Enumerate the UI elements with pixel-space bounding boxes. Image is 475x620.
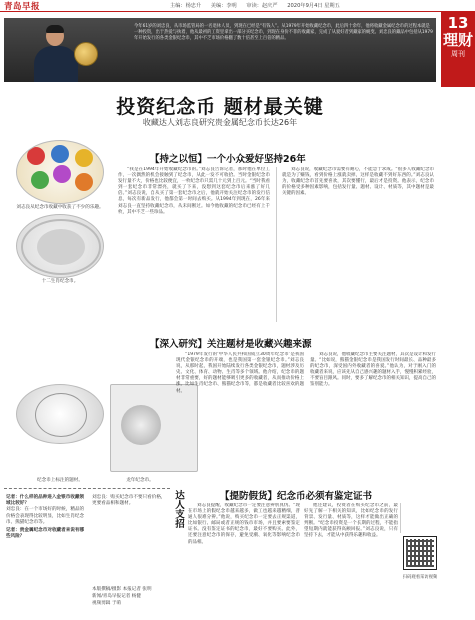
page-headline: 投资纪念币 题材最关键 xyxy=(116,96,324,118)
hero-photo xyxy=(4,18,436,82)
photo-column xyxy=(16,140,104,287)
section-3-column-a xyxy=(188,503,300,617)
meta-date: 2020年9月4日 星期五 xyxy=(287,3,340,9)
interview-col-1 xyxy=(6,495,88,540)
credit-video: 视频剪辑 于萌 xyxy=(92,601,122,606)
interview-credits xyxy=(92,586,152,607)
masthead-meta xyxy=(170,2,348,9)
interview-a2: 刘忠良：购买纪念币不要只看价格，更要看品相和题材。 xyxy=(92,495,166,507)
masthead xyxy=(0,0,475,12)
section-name: 理财 xyxy=(442,31,473,49)
interview-a1: 刘忠良：在一个市场好的时候，精品的价格会表现得比较明显，比如生肖纪念币、熊猫纪念币等。 xyxy=(6,507,85,525)
section-3-text-a: 刘志良提醒，收藏纪念币一定要注意辨别真伪。“现在市场上的假纪念币越来越多，做工也越来越精细，普通人很难分辨。”他说，购买纪念币一定要去正规渠道，比如银行、邮局或者正规的钱币市场，并且要索要鉴定证书。没有鉴定证书的纪念币，最好不要购买。此外，还要注意纪念币的保存，避免受潮、氧化等影响纪念币的品相。 xyxy=(188,503,300,545)
interview-q1: 记者：什么样的品种进入金银币收藏领域比较好？ xyxy=(6,495,85,507)
section-tab xyxy=(441,12,475,87)
credit-editor: 新闻/青岛早报记者 杨健 xyxy=(92,594,141,599)
photo-column-lower xyxy=(16,384,104,444)
column-divider xyxy=(276,167,277,322)
interview-q2: 记者：贵金属纪念币对收藏者来说有哪些风险？ xyxy=(6,528,85,540)
section-2-text-b: 刘志良说，他收藏纪念币主要关注题材，其次是设计和发行量。“比如说，熊猫金银纪念币是我国发行时间最长、品种最多的纪念币，深受国内外收藏者的喜爱。”他认为，对于刚入门的收藏者来说，应该先从自己感兴趣的题材入手，慢慢积累经验，不要盲目跟风。同时，要多了解纪念币的相关知识，提高自己的鉴别能力。 xyxy=(310,352,436,388)
section-heading-1: 【持之以恒】一个小众爱好坚持26年 xyxy=(150,154,306,165)
photo-caption-4: 龙年纪念币。 xyxy=(126,478,154,483)
column-divider xyxy=(400,503,401,533)
photo-caption-3: 纪念币上标注的题材。 xyxy=(37,478,83,483)
coin-icon xyxy=(74,42,98,66)
hero-intro-text: 今年61岁的刘忠良，从市场监管局的一名退休人员，到现在已经是“有钱人”。从1979年开始收藏纪念币，此后四十余年，他将收藏金属纪念币的过程本就是一种投资，出于热爱与执着，他从最初的工资里拿出一部分买纪念币，到现在身价不菲的收藏家，完成了从爱好者到藏家的蜕变。刘忠良的藏品中包括从1979年开始发行的各类金银纪念币，其中不乏市场价格翻了数十倍甚至上百倍的精品。 xyxy=(134,24,433,42)
meta-designer: 美编：李明 xyxy=(210,3,237,9)
logo-text: 青岛早报 xyxy=(4,2,41,12)
section-1-column-b xyxy=(282,167,434,322)
qr-caption: 扫码观看采访视频 xyxy=(402,575,438,580)
section-2-text-a: “1979年发行的‘中华人民共和国成立30周年纪念币’是我国现代金银纪念币的开端，也是我国第一套金银纪念币。”刘志良说，从那时起，我国开始陆续发行各类金银纪念币，题材涉及历史、文化、体育、动物、生肖等多个领域。他介绍，纪念币的题材非常重要，好的题材能够吸引更多的收藏者，从而推动价格上涨。比如生肖纪念币、熊猫纪念币等，都是收藏者比较喜欢的题材。 xyxy=(176,352,304,394)
interview-col-2 xyxy=(92,495,168,507)
qr-code[interactable] xyxy=(403,536,437,570)
section-heading-3: 【提防假货】纪念币必须有鉴定证书 xyxy=(220,491,373,502)
newspaper-logo xyxy=(4,1,62,11)
section-1-column-a xyxy=(118,167,270,322)
section-heading-2: 【深入研究】关注题材是收藏兴趣来源 xyxy=(150,339,312,350)
section-1-text-a: “我是在1994年开始收藏纪念币的。”刘志良告诉记者，那时他在单位工作，一次偶然的机会接触到了纪念币，从此一发不可收拾。当时金银纪念币发行量不大，价格也比较便宜，一枚纪念币只需几十元到上百元。“当时我看到一套纪念币非常漂亮，就买了下来，没想到这套纪念币后来涨了好几倍。”刘志良说，自从买了第一套纪念币之后，他就开始关注纪念币的发行信息，每次有新品发行，他都会第一时间去购买。从1994年到现在，26年来刘志良一直坚持收藏纪念币，从未间断过。如今他收藏的纪念币已经有上千枚，其中不乏一些珍品。 xyxy=(118,167,270,215)
section-3-text-b: 他还建议，投资者在购买纪念币之前，最好先了解一下相关的知识，比如纪念币的发行背景、发行量、材质等，这样才能做出正确的判断。“纪念币投资是一个长期的过程，不能指望短期内就能获得高额回报。”刘志良说，只有坚持下去，才能从中获得乐趣和收益。 xyxy=(304,503,398,539)
photo-column-lower-2 xyxy=(110,384,170,472)
section-2-column-a xyxy=(176,352,304,480)
interview-title: 达人支招 xyxy=(173,490,184,528)
photo-caption-2: 十二生肖纪念币。 xyxy=(41,278,79,284)
meta-reviewer: 审读：赵庆严 xyxy=(246,3,278,9)
page-number: 13 xyxy=(447,14,469,32)
section-3-column-b xyxy=(304,503,398,617)
meta-editor: 主编：杨忠升 xyxy=(170,3,202,9)
interview-box xyxy=(4,488,170,616)
coin-photo-1 xyxy=(16,140,104,204)
page-subheadline: 收藏达人刘志良研究贵金属纪念币长达26年 xyxy=(142,118,298,127)
credit-author: 本版撰稿/摄影 本报记者 张明 xyxy=(92,587,152,592)
coin-photo-3 xyxy=(16,384,104,444)
section-1-text-b: 刘志良说，收藏纪念币需要有耐心，不能急于求成。“很多人收藏纪念币就是为了赚钱，看到价格上涨就卖掉，这样是收藏不到好东西的。”刘志良认为，收藏纪念币首先要喜欢，其次要懂行，最后才是投资。他表示，纪念币的价格受多种因素影响，包括发行量、题材、设计、材质等，其中题材是最关键的因素。 xyxy=(282,167,434,197)
section-subtitle: 周刊 xyxy=(451,50,465,58)
coin-photo-2 xyxy=(16,214,104,278)
photo-caption-1: 刘志良从纪念币收藏中收获了不少的乐趣。 xyxy=(16,205,104,210)
collector-figure xyxy=(32,24,80,82)
section-2-column-b xyxy=(310,352,436,480)
